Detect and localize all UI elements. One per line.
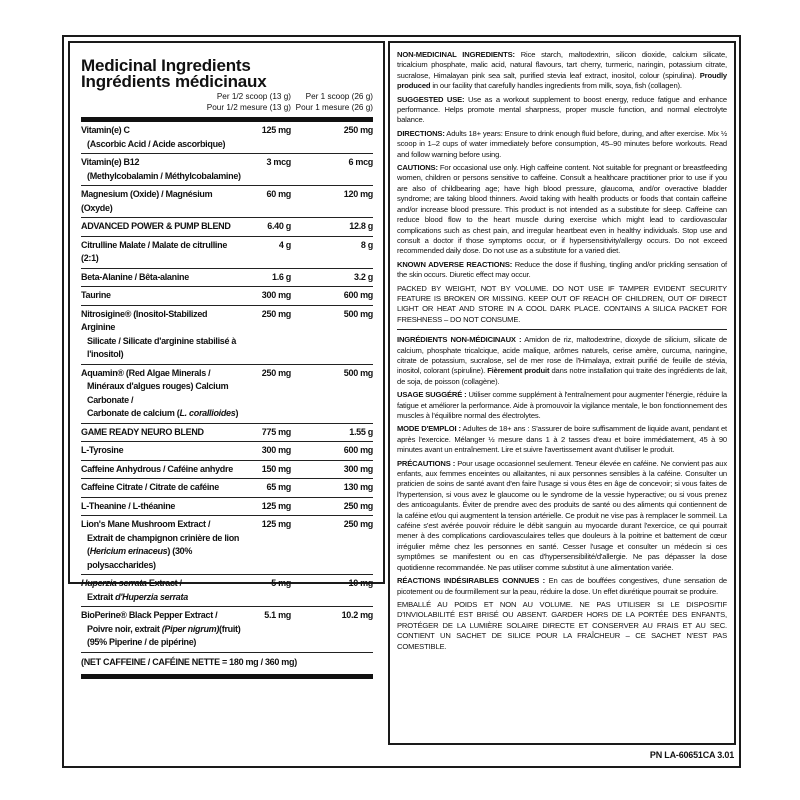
ingredient-row (81, 218, 373, 237)
footer-rule (81, 674, 373, 679)
ingredient-row (81, 479, 373, 498)
ingredient-row (81, 269, 373, 288)
amount-half-scoop: 300 mg (261, 290, 291, 300)
ingredient-row (81, 461, 373, 480)
ingredient-name: Aquamin® (Red Algae Minerals / Minéraux d'algues rouges) Calcium Carbonate / Carbonate de calcium (L. corallioides) (81, 367, 239, 418)
ingredient-table (81, 122, 373, 653)
ingredient-name: Huperzia serrata Extract / Extrait d'Huperzia serrata (81, 578, 188, 602)
amount-half-scoop: 1.6 g (271, 271, 291, 282)
en-non-medicinal: NON-MEDICINAL INGREDIENTS: Rice starch, maltodextrin, silicon dioxide, calcium silicate, tricalcium phosphate, malic acid, natural flavours, tart cherry, turmeric, naringin, potassium citrate, sucralose, Himalayan pink sea salt, purified stevia leaf extract, inositol, colour (spirulina). Proudly produced in our facility that carefully handles ingredients from milk, soya, fish (collagen). (397, 50, 727, 91)
ingredient-row (81, 287, 373, 306)
ingredient-name: Lion's Mane Mushroom Extract / Extrait de champignon crinière de lion (Hericium erinaceus) (30% polysaccharides) (81, 519, 240, 570)
ingredient-row (81, 186, 373, 218)
col1-header-fr: Pour 1/2 mesure (13 g) (206, 102, 291, 112)
medicinal-title-en: Medicinal Ingredients (81, 56, 251, 75)
amount-half-scoop: 3 mcg (266, 157, 291, 167)
amount-full-scoop: 250 mg (343, 500, 373, 511)
amount-full-scoop: 12.8 g (349, 221, 373, 231)
amount-half-scoop: 60 mg (266, 189, 291, 199)
language-divider (397, 329, 727, 330)
amount-full-scoop: 1.55 g (349, 426, 373, 437)
ingredient-row (81, 365, 373, 424)
col2-header-en: Per 1 scoop (26 g) (305, 92, 373, 101)
fr-packed-notice: EMBALLÉ AU POIDS ET NON AU VOLUME. NE PAS UTILISER SI LE DISPOSITIF D'INVIOLABILITÉ EST BRISÉ OU ABSENT. GARDER HORS DE LA PORTÉE DES ENFANTS, PROTÉGER DE LA LUMIÈRE SOLAIRE DIRECTE ET CONSERVER AU FRAIS ET AU SEC. CONTIENT UN SACHET DE SILICE POUR LA FRAÎCHEUR – CE SACHET N'EST PAS COMESTIBLE. (397, 599, 727, 651)
ingredient-row (81, 442, 373, 461)
amount-half-scoop: 5 mg (271, 578, 291, 588)
amount-half-scoop: 125 mg (261, 519, 291, 529)
amount-half-scoop: 250 mg (261, 308, 291, 319)
ingredient-row (81, 607, 373, 653)
amount-full-scoop: 600 mg (343, 445, 373, 455)
fr-suggested-use: USAGE SUGGÉRÉ : Utiliser comme supplément à l'entraînement pour augmenter l'énergie, réduire la fatigue et améliorer la performance. Aide à promouvoir la vigilance mentale, le bon fonctionnement des muscles à l'équilibre normal des électrolytes. (397, 390, 727, 420)
ingredient-name: Magnesium (Oxide) / Magnésium (Oxyde) (81, 189, 213, 213)
column-headers (81, 92, 373, 113)
amount-full-scoop: 250 mg (343, 125, 373, 135)
medicinal-ingredients-panel (68, 41, 385, 667)
part-number: PN LA-60651CA 3.01 (649, 750, 734, 760)
ingredient-name: L-Theanine / L-théanine (81, 500, 176, 511)
amount-half-scoop: 150 mg (261, 463, 291, 474)
amount-full-scoop: 300 mg (343, 463, 373, 474)
en-adverse-reactions: KNOWN ADVERSE REACTIONS: Reduce the dose if flushing, tingling and/or prickling sensation of the skin occurs. Diuretic effect may occur. (397, 259, 727, 280)
fr-non-medicinal: INGRÉDIENTS NON-MÉDICINAUX : Amidon de riz, maltodextrine, dioxyde de silicium, silicate de calcium, phosphate tricalcique, acide malique, arômes naturels, cerise amère, curcuma, naringine, citrate de potassium, sucralose, sel de mer rose de l'Himalaya, extrait purifié de feuille de stévia, inositol, colorant (spiruline). Fièrement produit dans notre installation qui traite des ingrédients de lait, de soja, de poisson (collagène). (397, 335, 727, 386)
amount-half-scoop: 250 mg (261, 367, 291, 378)
ingredient-row (81, 516, 373, 575)
amount-half-scoop: 125 mg (261, 125, 291, 135)
ingredient-row (81, 154, 373, 186)
ingredient-row (81, 498, 373, 517)
ingredient-name: BioPerine® Black Pepper Extract / Poivre noir, extrait (Piper nigrum)(fruit) (95% Piperine / de pipérine) (81, 610, 241, 647)
amount-full-scoop: 250 mg (343, 519, 373, 529)
en-cautions: CAUTIONS: For occasional use only. High caffeine content. Not suitable for pregnant or breastfeeding women, children or persons sensitive to caffeine. Consult a healthcare practitioner prior to use if you are also of childbearing age; have high blood pressure, glaucoma, and/or overactive bladder syndrome; are taking blood thinners. Avoid taking with health products or foods that contain caffeine and/or increase blood pressure. This product is not intended as a substitute for sleep. Caffeine can reduce blood flow to the heart muscle during exercise which might lead to cardiovascular complications such as chest pain, and irregular heartbeat even in healthy individuals. Stop use and consult a doctor if those symptoms occur, or if hypersensitivity/allergy occurs. Do not exceed recommended daily dose. Do not use as a substitute for a varied diet. (397, 163, 727, 256)
directions-panel (388, 41, 736, 745)
ingredient-row (81, 122, 373, 154)
amount-full-scoop: 8 g (360, 239, 373, 250)
amount-full-scoop: 3.2 g (353, 271, 373, 282)
ingredient-name: Vitamin(e) C (Ascorbic Acid / Acide ascorbique) (81, 125, 226, 149)
fr-adverse-reactions: RÉACTIONS INDÉSIRABLES CONNUES : En cas de bouffées congestives, d'une sensation de picotement ou de fourmillement sur la peau, réduire la dose. Un effet diurétique pourrait se produire. (397, 576, 727, 596)
amount-full-scoop: 120 mg (343, 189, 373, 199)
ingredient-name: Taurine (81, 290, 111, 300)
col1-header-en: Per 1/2 scoop (13 g) (216, 92, 291, 101)
medicinal-title-fr: Ingrédients médicinaux (81, 72, 267, 91)
ingredient-row (81, 424, 373, 443)
amount-full-scoop: 10.2 mg (341, 610, 373, 620)
ingredient-name: Beta-Alanine / Bêta-alanine (81, 271, 189, 282)
amount-full-scoop: 10 mg (348, 578, 373, 588)
amount-full-scoop: 500 mg (343, 308, 373, 319)
amount-half-scoop: 65 mg (266, 482, 291, 492)
amount-full-scoop: 600 mg (343, 290, 373, 300)
ingredient-name: Citrulline Malate / Malate de citrulline (2:1) (81, 239, 228, 263)
amount-full-scoop: 500 mg (343, 367, 373, 378)
ingredient-name: Caffeine Anhydrous / Caféine anhydre (81, 463, 233, 474)
ingredient-name: Vitamin(e) B12 (Methylcobalamin / Méthylcobalamine) (81, 157, 241, 181)
ingredient-row (81, 575, 373, 607)
net-caffeine: (NET CAFFEINE / CAFÉINE NETTE = 180 mg / 360 mg) (81, 656, 297, 667)
en-directions: DIRECTIONS: Adults 18+ years: Ensure to drink enough fluid before, during, and after exercise. Mix ½ scoop in 1–2 cups of water immediately before consumption, 45–90 minutes before workouts. Read and follow warning before using. (397, 128, 727, 159)
en-suggested-use: SUGGESTED USE: Use as a workout supplement to boost energy, reduce fatigue and enhance performance. Helps promote mental sharpness, proper muscle function, and normal electrolyte balance. (397, 94, 727, 125)
amount-half-scoop: 5.1 mg (264, 610, 291, 620)
fr-directions: MODE D'EMPLOI : Adultes de 18+ ans : S'assurer de boire suffisamment de liquide avant, pendant et après l'exercice. Mélanger ½ mesure dans 1 à 2 tasses d'eau et boire immédiatement, 45 à 90 minutes avant un entraînement. Lire et suivre l'avertissement avant d'utiliser le produit. (397, 424, 727, 455)
ingredient-row (81, 237, 373, 269)
ingredient-name: GAME READY NEURO BLEND (81, 426, 204, 437)
amount-half-scoop: 125 mg (261, 500, 291, 511)
amount-half-scoop: 4 g (278, 239, 291, 250)
ingredient-row (81, 306, 373, 365)
en-packed-notice: PACKED BY WEIGHT, NOT BY VOLUME. DO NOT USE IF TAMPER EVIDENT SECURITY FEATURE IS BROKEN OR MISSING. KEEP OUT OF REACH OF CHILDREN, OUT OF DIRECT LIGHT OR HEAT AND STORE IN A COOL DARK PLACE. CONTAINS A SILICA PACKET FOR FRESHNESS – DO NOT CONSUME. (397, 283, 727, 324)
ingredient-name: ADVANCED POWER & PUMP BLEND (81, 221, 231, 231)
ingredient-name: Caffeine Citrate / Citrate de caféine (81, 482, 219, 492)
ingredient-name: L-Tyrosine (81, 445, 124, 455)
amount-half-scoop: 300 mg (261, 445, 291, 455)
amount-half-scoop: 775 mg (261, 426, 291, 437)
amount-half-scoop: 6.40 g (267, 221, 291, 231)
col2-header-fr: Pour 1 mesure (26 g) (295, 102, 373, 112)
fr-cautions: PRÉCAUTIONS : Pour usage occasionnel seulement. Teneur élevée en caféine. Ne convient pas aux enfants, aux femmes enceintes ou allaitantes, ni aux personnes sensibles à la caféine. Consulter un praticien de soins de santé avant d'en faire l'usage si vous êtes en âge de concevoir; si vous faites de l'hypertension, si vous avez le glaucome ou le syndrome de la vessie hyperactive; ou si vous prenez des anticoagulants. Éviter de prendre avec des produits de santé ou des aliments qui contiennent de la caféine et/ou qui augmentent la tension artérielle. Ce produit ne vise pas à remplacer le sommeil. La caféine s'est avérée pouvoir réduire le débit sanguin au myocarde durant l'exercice, ce qui pourrait mener à des complications cardiovasculaires telles que douleurs à la poitrine et battement de cœur irrégulier même chez les personnes en santé. Cesser l'usage et consulter un médecin si ces symptômes se manifestent ou en cas d'hypersensibilité/d'allergie. Ne pas dépasser la dose quotidienne recommandée. Ne pas utiliser comme substitut à une alimentation variée. (397, 458, 727, 572)
amount-full-scoop: 6 mcg (348, 157, 373, 167)
ingredient-name: Nitrosigine® (Inositol-Stabilized Arginine Silicate / Silicate d'arginine stabilisé à l'inositol) (81, 308, 237, 359)
amount-full-scoop: 130 mg (343, 482, 373, 492)
